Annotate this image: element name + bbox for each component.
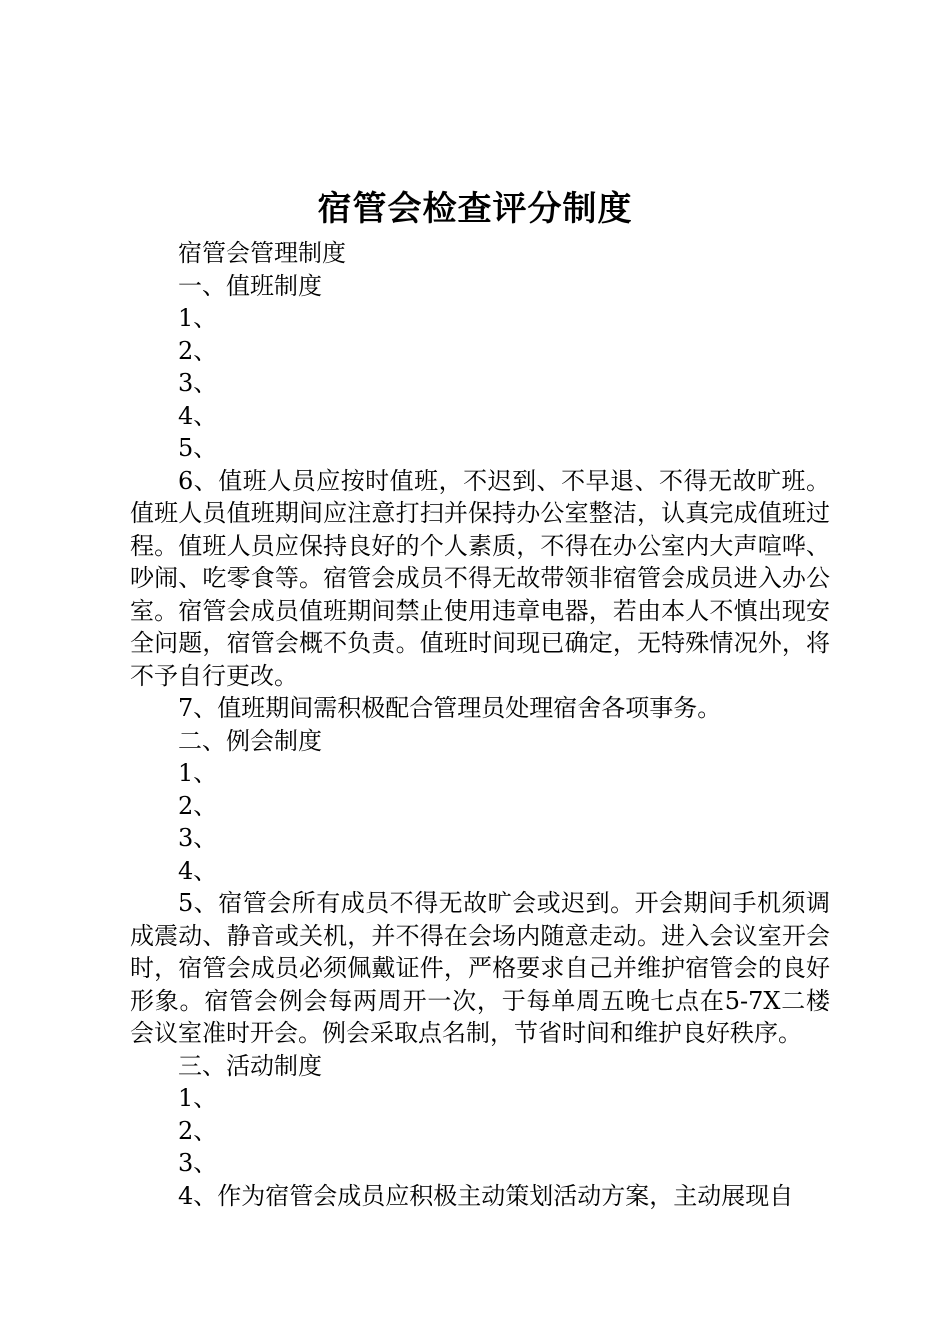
list-item: 3、 xyxy=(178,824,218,852)
document-title: 宿管会检查评分制度 xyxy=(317,189,633,229)
list-item: 1、 xyxy=(178,304,218,332)
list-item: 1、 xyxy=(178,759,218,787)
list-item: 3、 xyxy=(178,1149,218,1177)
section-heading: 宿管会管理制度 xyxy=(178,239,346,267)
list-item: 2、 xyxy=(178,1116,218,1145)
list-item: 2、 xyxy=(178,791,218,820)
list-item: 1、 xyxy=(178,1084,218,1112)
section-heading: 二、例会制度 xyxy=(178,726,322,755)
body-paragraph: 7、值班期间需积极配合管理员处理宿舍各项事务。 xyxy=(178,694,722,722)
list-item: 2、 xyxy=(178,336,218,365)
list-item: 4、 xyxy=(178,401,218,430)
list-item: 3、 xyxy=(178,369,218,397)
document-body xyxy=(130,237,830,1212)
body-paragraph: 5、宿管会所有成员不得无故旷会或迟到。开会期间手机须调成震动、静音或关机，并不得在会场内随意走动。进入会议室开会时，宿管会成员必须佩戴证件，严格要求自己并维护宿管会的良好形象。宿管会例会每两周开一次，于每单周五晚七点在5-7X二楼会议室准时开会。例会采取点名制，节省时间和维护良好秩序。 xyxy=(130,889,830,1047)
section-heading: 一、值班制度 xyxy=(178,271,322,300)
list-item: 4、 xyxy=(178,856,218,885)
list-item: 5、 xyxy=(178,434,218,462)
body-paragraph: 4、作为宿管会成员应积极主动策划活动方案，主动展现自 xyxy=(178,1181,794,1210)
body-paragraph: 6、值班人员应按时值班，不迟到、不早退、不得无故旷班。值班人员值班期间应注意打扫并保持办公室整洁，认真完成值班过程。值班人员应保持良好的个人素质，不得在办公室内大声喧哗、吵闹、吃零食等。宿管会成员不得无故带领非宿管会成员进入办公室。宿管会成员值班期间禁止使用违章电器，若由本人不慎出现安全问题，宿管会概不负责。值班时间现已确定，无特殊情况外，将不予自行更改。 xyxy=(130,466,830,690)
section-heading: 三、活动制度 xyxy=(178,1051,322,1080)
